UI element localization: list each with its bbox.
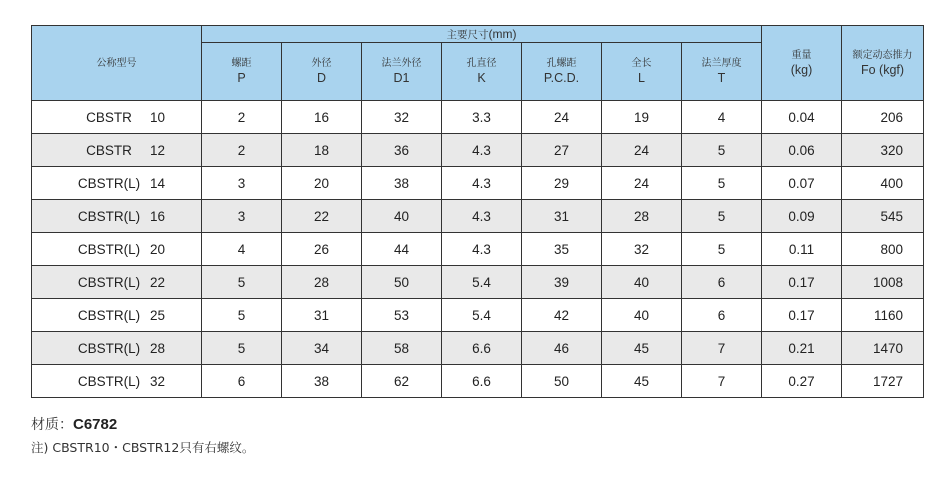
cell-thrust: 1470 — [842, 332, 924, 365]
cell-weight: 0.06 — [762, 134, 842, 167]
cell-d1: 44 — [362, 233, 442, 266]
weight-header-unit: (kg) — [790, 62, 813, 77]
cell-thrust: 1160 — [842, 299, 924, 332]
model-cell — [32, 233, 202, 266]
cell-d: 22 — [282, 200, 362, 233]
column-header-length — [602, 43, 682, 101]
cell-p: 3 — [202, 167, 282, 200]
model-size: 28 — [149, 340, 166, 356]
cell-d: 18 — [282, 134, 362, 167]
model-cell — [32, 299, 202, 332]
cell-k: 6.6 — [442, 332, 522, 365]
model-header-label: 公称型号 — [96, 57, 137, 69]
material-value: C6782 — [73, 416, 118, 433]
column-header-outer-diameter — [282, 43, 362, 101]
spec-table — [31, 25, 924, 398]
cell-l: 32 — [602, 233, 682, 266]
model-name: CBSTR(L) — [77, 175, 141, 191]
cell-pcd: 39 — [522, 266, 602, 299]
main-dimensions-label: 主要尺寸 — [446, 28, 489, 41]
cell-d1: 36 — [362, 134, 442, 167]
model-name: CBSTR(L) — [77, 307, 141, 323]
cell-d: 34 — [282, 332, 362, 365]
header-row-group — [32, 26, 924, 43]
cell-p: 2 — [202, 134, 282, 167]
cell-pcd: 29 — [522, 167, 602, 200]
cell-k: 6.6 — [442, 365, 522, 398]
cell-t: 7 — [682, 365, 762, 398]
cell-t: 5 — [682, 167, 762, 200]
cell-pcd: 31 — [522, 200, 602, 233]
column-header-name: 法兰外径 — [381, 58, 422, 69]
column-header-name: 螺距 — [231, 58, 252, 69]
table-row — [32, 101, 924, 134]
cell-thrust: 400 — [842, 167, 924, 200]
column-header-symbol: P.C.D. — [543, 71, 580, 85]
model-size: 14 — [149, 175, 166, 191]
column-header-name: 全长 — [631, 58, 652, 69]
model-size: 16 — [149, 208, 166, 224]
thrust-header-unit: Fo (kgf) — [860, 62, 905, 77]
cell-pcd: 35 — [522, 233, 602, 266]
table-row — [32, 332, 924, 365]
cell-pcd: 24 — [522, 101, 602, 134]
cell-pcd: 27 — [522, 134, 602, 167]
cell-d1: 50 — [362, 266, 442, 299]
cell-t: 4 — [682, 101, 762, 134]
cell-t: 5 — [682, 134, 762, 167]
cell-l: 24 — [602, 134, 682, 167]
cell-weight: 0.17 — [762, 299, 842, 332]
cell-weight: 0.11 — [762, 233, 842, 266]
table-row — [32, 167, 924, 200]
material-line — [31, 414, 117, 434]
cell-pcd: 46 — [522, 332, 602, 365]
main-dimensions-unit: (mm) — [488, 26, 517, 41]
cell-p: 4 — [202, 233, 282, 266]
column-header-symbol: T — [717, 71, 726, 85]
material-label: 材质： — [31, 417, 73, 433]
cell-p: 3 — [202, 200, 282, 233]
cell-p: 2 — [202, 101, 282, 134]
table-row — [32, 233, 924, 266]
model-name: CBSTR(L) — [77, 340, 141, 356]
cell-t: 5 — [682, 200, 762, 233]
model-size: 20 — [149, 241, 166, 257]
model-size: 10 — [149, 109, 166, 125]
column-header-flange-thickness — [682, 43, 762, 101]
column-header-symbol: L — [638, 71, 645, 85]
column-header-pitch — [202, 43, 282, 101]
model-cell — [32, 134, 202, 167]
cell-l: 40 — [602, 299, 682, 332]
main-dimensions-header — [202, 26, 762, 43]
model-name: CBSTR(L) — [77, 274, 141, 290]
cell-d: 31 — [282, 299, 362, 332]
cell-d: 38 — [282, 365, 362, 398]
cell-k: 3.3 — [442, 101, 522, 134]
cell-l: 24 — [602, 167, 682, 200]
model-name: CBSTR(L) — [77, 208, 141, 224]
cell-d1: 58 — [362, 332, 442, 365]
cell-thrust: 1727 — [842, 365, 924, 398]
column-header-symbol: D — [316, 71, 327, 85]
cell-k: 5.4 — [442, 266, 522, 299]
cell-weight: 0.09 — [762, 200, 842, 233]
column-header-name: 法兰厚度 — [701, 58, 742, 69]
cell-l: 40 — [602, 266, 682, 299]
model-cell — [32, 101, 202, 134]
cell-k: 4.3 — [442, 200, 522, 233]
cell-d: 20 — [282, 167, 362, 200]
thrust-header-label: 额定动态推力 — [852, 49, 913, 61]
table-body — [32, 101, 924, 398]
cell-d: 28 — [282, 266, 362, 299]
cell-l: 28 — [602, 200, 682, 233]
cell-weight: 0.17 — [762, 266, 842, 299]
column-header-name: 孔螺距 — [546, 58, 577, 69]
cell-l: 45 — [602, 332, 682, 365]
model-name: CBSTR(L) — [77, 373, 141, 389]
column-header-flange-diameter — [362, 43, 442, 101]
table-row — [32, 365, 924, 398]
model-name: CBSTR — [86, 109, 132, 125]
cell-d1: 40 — [362, 200, 442, 233]
table-row — [32, 299, 924, 332]
cell-thrust: 545 — [842, 200, 924, 233]
cell-d1: 53 — [362, 299, 442, 332]
cell-thrust: 320 — [842, 134, 924, 167]
model-cell — [32, 167, 202, 200]
cell-d1: 38 — [362, 167, 442, 200]
cell-thrust: 206 — [842, 101, 924, 134]
cell-k: 5.4 — [442, 299, 522, 332]
cell-l: 19 — [602, 101, 682, 134]
cell-d: 26 — [282, 233, 362, 266]
cell-d1: 62 — [362, 365, 442, 398]
cell-weight: 0.21 — [762, 332, 842, 365]
model-name: CBSTR — [86, 142, 132, 158]
table-row — [32, 200, 924, 233]
cell-pcd: 50 — [522, 365, 602, 398]
cell-k: 4.3 — [442, 167, 522, 200]
model-header — [32, 26, 202, 101]
cell-d1: 32 — [362, 101, 442, 134]
cell-pcd: 42 — [522, 299, 602, 332]
model-cell — [32, 266, 202, 299]
cell-weight: 0.07 — [762, 167, 842, 200]
footnote: 注) CBSTR10・CBSTR12只有右螺纹。 — [31, 440, 255, 455]
column-header-hole-diameter — [442, 43, 522, 101]
column-header-pcd — [522, 43, 602, 101]
model-cell — [32, 365, 202, 398]
cell-k: 4.3 — [442, 134, 522, 167]
cell-l: 45 — [602, 365, 682, 398]
column-header-name: 孔直径 — [466, 58, 497, 69]
model-size: 22 — [149, 274, 166, 290]
cell-thrust: 800 — [842, 233, 924, 266]
thrust-header — [842, 26, 924, 101]
weight-header-label: 重量 — [791, 49, 812, 61]
table-row — [32, 266, 924, 299]
cell-t: 6 — [682, 299, 762, 332]
model-size: 32 — [149, 373, 166, 389]
column-header-symbol: P — [237, 71, 246, 85]
cell-p: 5 — [202, 332, 282, 365]
cell-d: 16 — [282, 101, 362, 134]
cell-thrust: 1008 — [842, 266, 924, 299]
cell-p: 6 — [202, 365, 282, 398]
model-size: 12 — [149, 142, 166, 158]
table-row — [32, 134, 924, 167]
cell-p: 5 — [202, 266, 282, 299]
model-name: CBSTR(L) — [77, 241, 141, 257]
cell-k: 4.3 — [442, 233, 522, 266]
cell-weight: 0.04 — [762, 101, 842, 134]
cell-t: 5 — [682, 233, 762, 266]
cell-weight: 0.27 — [762, 365, 842, 398]
cell-t: 7 — [682, 332, 762, 365]
column-header-name: 外径 — [311, 58, 332, 69]
model-size: 25 — [149, 307, 166, 323]
weight-header — [762, 26, 842, 101]
column-header-symbol: D1 — [393, 71, 410, 85]
cell-t: 6 — [682, 266, 762, 299]
column-header-symbol: K — [477, 71, 486, 85]
cell-p: 5 — [202, 299, 282, 332]
model-cell — [32, 200, 202, 233]
model-cell — [32, 332, 202, 365]
